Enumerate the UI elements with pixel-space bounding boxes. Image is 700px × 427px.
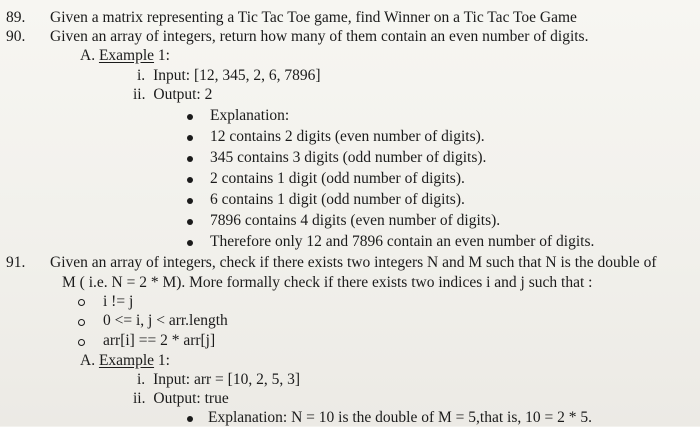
example-label: Example (98, 352, 155, 369)
explanation-bullet: Explanation: N = 10 is the double of M = 5,that is, 10 = 2 * 5. (208, 409, 592, 426)
item-text-90: Given an array of integers, return how many of them contain an even number of digits. (50, 28, 589, 45)
example-suffix: 1: (154, 352, 170, 369)
bullet-icon (187, 156, 193, 162)
bullet-icon (187, 135, 193, 141)
item-text-89: Given a matrix representing a Tic Tac Toe game, find Winner on a Tic Tac Toe Game (50, 9, 577, 26)
example-label: Example (98, 47, 155, 64)
bullet-icon (187, 198, 193, 204)
explanation-bullet: Explanation: (210, 107, 290, 124)
example-heading-91 (80, 351, 170, 370)
bullet-icon (187, 416, 193, 422)
example-suffix: 1: (154, 47, 170, 64)
example-output-90 (133, 85, 212, 104)
example-marker: A. (80, 352, 96, 369)
condition-item: 0 <= i, j < arr.length (103, 312, 228, 329)
bullet-icon (187, 240, 193, 246)
example-output-91 (133, 389, 229, 408)
item-text-91-line1: Given an array of integers, check if there exists two integers N and M such that N is the double of (50, 254, 657, 271)
output-text: Output: true (153, 390, 229, 407)
example-input-90 (137, 66, 321, 85)
item-number-90: 90. (6, 28, 26, 45)
output-text: Output: 2 (153, 86, 213, 103)
example-heading-90 (80, 46, 170, 65)
input-marker: i. (137, 371, 146, 388)
bullet-icon (187, 219, 193, 225)
item-text-91-line2: M ( i.e. N = 2 * M). More formally check if there exists two indices i and j such that : (62, 274, 593, 291)
hollow-bullet-icon (78, 299, 85, 306)
example-input-91 (137, 370, 300, 389)
input-text: Input: arr = [10, 2, 5, 3] (153, 371, 300, 388)
condition-item: i != j (103, 293, 134, 310)
explanation-bullet: 2 contains 1 digit (odd number of digits). (210, 170, 465, 187)
item-number-89: 89. (6, 9, 26, 26)
explanation-bullet: 7896 contains 4 digits (even number of digits). (210, 212, 501, 229)
item-number-91: 91. (6, 254, 26, 271)
hollow-bullet-icon (78, 319, 85, 326)
explanation-bullet: 345 contains 3 digits (odd number of digits). (210, 149, 487, 166)
bullet-icon (187, 177, 193, 183)
output-marker: ii. (133, 390, 146, 407)
bullet-icon (187, 114, 193, 120)
explanation-bullet: Therefore only 12 and 7896 contain an even number of digits. (210, 233, 595, 250)
hollow-bullet-icon (78, 339, 85, 346)
input-text: Input: [12, 345, 2, 6, 7896] (153, 67, 321, 84)
condition-item: arr[i] == 2 * arr[j] (103, 332, 216, 349)
example-marker: A. (80, 47, 96, 64)
output-marker: ii. (133, 86, 146, 103)
input-marker: i. (137, 67, 146, 84)
explanation-bullet: 6 contains 1 digit (odd number of digits). (210, 191, 465, 208)
explanation-bullet: 12 contains 2 digits (even number of digits). (210, 128, 485, 145)
